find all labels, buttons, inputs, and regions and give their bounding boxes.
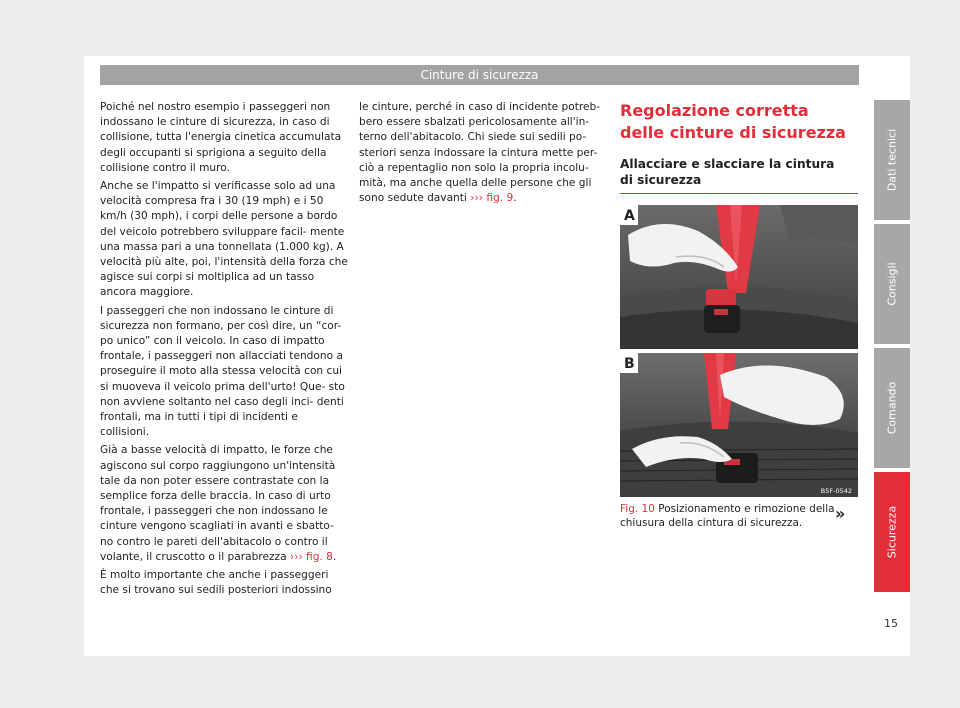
panel-b	[620, 353, 858, 497]
heading-divider	[620, 193, 858, 194]
tab-sicurezza[interactable]	[874, 472, 910, 592]
section-title: Cinture di sicurezza	[420, 68, 539, 82]
continue-arrow-icon: »	[835, 504, 846, 523]
panel-a	[620, 205, 858, 349]
section-heading: Regolazione corretta delle cinture di sicurezza	[620, 101, 846, 142]
subsection-heading: Allacciare e slacciare la cintura di sicurezza	[620, 157, 835, 187]
fig-9-link[interactable]: ››› fig. 9	[470, 192, 514, 205]
paragraph	[359, 100, 602, 206]
paragraph: È molto importante che anche i passeggeri che si trovano sui sedili posteriori indossino	[100, 569, 332, 597]
caption-text: Posizionamento e rimozione della chiusura della cintura di sicurezza.	[620, 503, 835, 529]
paragraph-text: Già a basse velocità di impatto, le forze che agiscono sul corpo raggiungono un'intensità tale da non poter essere contrastate con la semplice forza delle braccia. In caso di urto frontale, i passeggeri che non indossano le cinture vengono scagliati in avanti e sbatto- no contro le pareti dell'abitacolo o contro il volante, il cruscotto o il parabrezza	[100, 444, 336, 563]
tab-comando[interactable]	[874, 348, 910, 468]
figure-10	[620, 205, 858, 497]
label-a: A	[624, 208, 635, 224]
tab-label: Dati tecnici	[885, 128, 899, 192]
paragraph	[100, 443, 350, 565]
tab-consigli[interactable]	[874, 224, 910, 344]
caption-number: Fig. 10	[620, 503, 655, 515]
figure-caption	[620, 502, 840, 530]
punctuation: .	[332, 550, 337, 563]
fig-8-link[interactable]: ››› fig. 8	[289, 550, 333, 563]
section-header-bar	[100, 65, 859, 85]
tab-label: Sicurezza	[885, 505, 899, 559]
paragraph: Poiché nel nostro esempio i passeggeri non indossano le cinture di sicurezza, in caso di collisione, tutta l'energia cinetica accumulata degli occupanti si sprigiona a seguito della collisione contro il muro.	[100, 101, 342, 174]
paragraph-text: le cinture, perché in caso di incidente potreb- bero essere sbalzati pericolosamente all'in- terno dell'abitacolo. Chi siede sui sedili po- steriori senza indossare la cintura mette per- ciò a repentaglio non solo la propria incolu- mità, ma anche quella delle persone che gli sono sedute davanti	[359, 101, 601, 205]
punctuation: .	[513, 192, 517, 205]
figure-code: B5F-0542	[820, 487, 852, 495]
paragraph: I passeggeri che non indossano le cinture di sicurezza non formano, per così dire, un “cor- po unico” con il veicolo. In caso di impatto frontale, i passeggeri non allacciati tendono a proseguire il moto alla stessa velocità con cui si muoveva il veicolo prima dell'urto! Que- sto non avviene soltanto nel caso degli inci- denti frontali, ma in tutti i tipi di incidenti e collisioni.	[100, 304, 345, 439]
text-column-2	[359, 100, 602, 209]
label-b: B	[624, 356, 635, 372]
tab-label: Comando	[885, 381, 899, 435]
seatbelt-illustration	[620, 205, 858, 497]
paragraph: Anche se l'impatto si verificasse solo ad una velocità compresa fra i 30 (19 mph) e i 50 km/h (30 mph), i corpi delle persone a bordo del veicolo potrebbero svilupparе facil- mente una massa pari a una tonnellata (1.000 kg). A velocità più alte, poi, l'intensità della forza che agisce sui corpi si moltiplica ad un tasso ancora maggiore.	[100, 180, 348, 299]
tab-label: Consigli	[885, 262, 899, 306]
text-column-1	[100, 100, 350, 602]
tab-dati-tecnici[interactable]	[874, 100, 910, 220]
page-number: 15	[884, 617, 898, 630]
